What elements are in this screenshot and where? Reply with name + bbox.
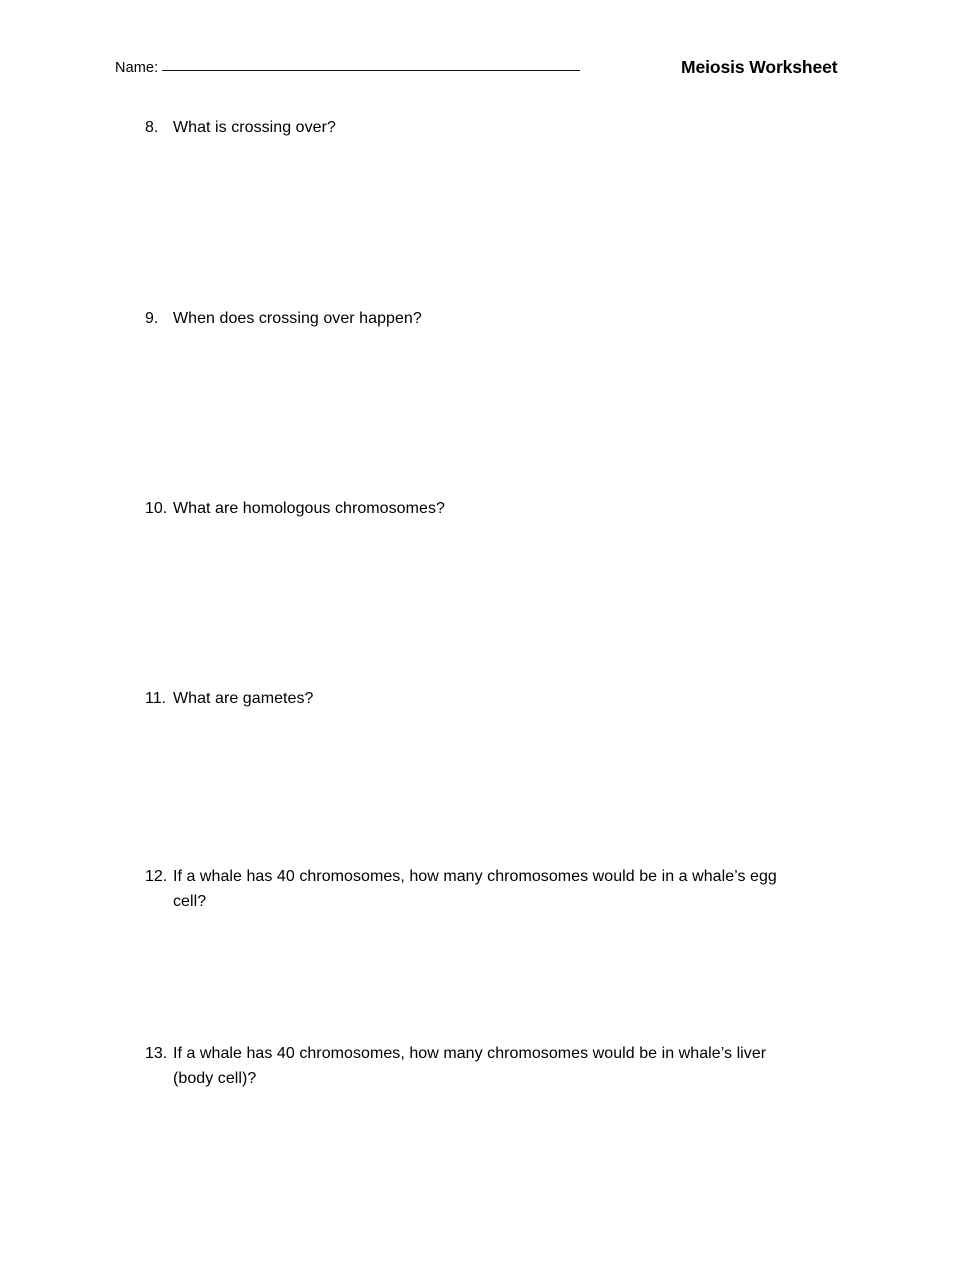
question-item (145, 864, 845, 914)
question-number: 12. (145, 868, 168, 885)
question-row (145, 306, 845, 331)
question-item (145, 686, 845, 711)
question-text-line: What are gametes? (173, 690, 314, 707)
question-number: 10. (145, 500, 168, 517)
question-text-line: What is crossing over? (173, 119, 336, 136)
question-text-line: If a whale has 40 chromosomes, how many chromosomes would be in whale’s liver (173, 1045, 767, 1062)
page-title: Meiosis Worksheet (681, 57, 838, 77)
question-text (173, 686, 845, 711)
question-row (145, 864, 845, 914)
question-text-line: If a whale has 40 chromosomes, how many chromosomes would be in a whale’s egg (173, 868, 777, 885)
question-row (145, 686, 845, 711)
question-text-line: (body cell)? (173, 1070, 257, 1087)
question-text (173, 1041, 845, 1091)
question-item (145, 115, 845, 140)
name-label: Name: (115, 60, 159, 76)
question-number: 8. (145, 119, 159, 136)
name-field-block (115, 58, 580, 78)
question-number: 11. (145, 690, 167, 707)
question-item (145, 306, 845, 331)
question-number: 9. (145, 310, 159, 327)
question-text (173, 496, 845, 521)
question-text-line: When does crossing over happen? (173, 310, 422, 327)
question-row (145, 115, 845, 140)
question-number: 13. (145, 1045, 168, 1062)
question-text (173, 864, 845, 914)
question-text-line: cell? (173, 893, 207, 910)
name-blank-line[interactable] (162, 70, 580, 71)
question-item (145, 496, 845, 521)
question-text (173, 306, 845, 331)
question-row (145, 496, 845, 521)
question-text-line: What are homologous chromosomes? (173, 500, 445, 517)
question-text (173, 115, 845, 140)
question-item (145, 1041, 845, 1091)
page-header (0, 58, 979, 88)
question-row (145, 1041, 845, 1091)
